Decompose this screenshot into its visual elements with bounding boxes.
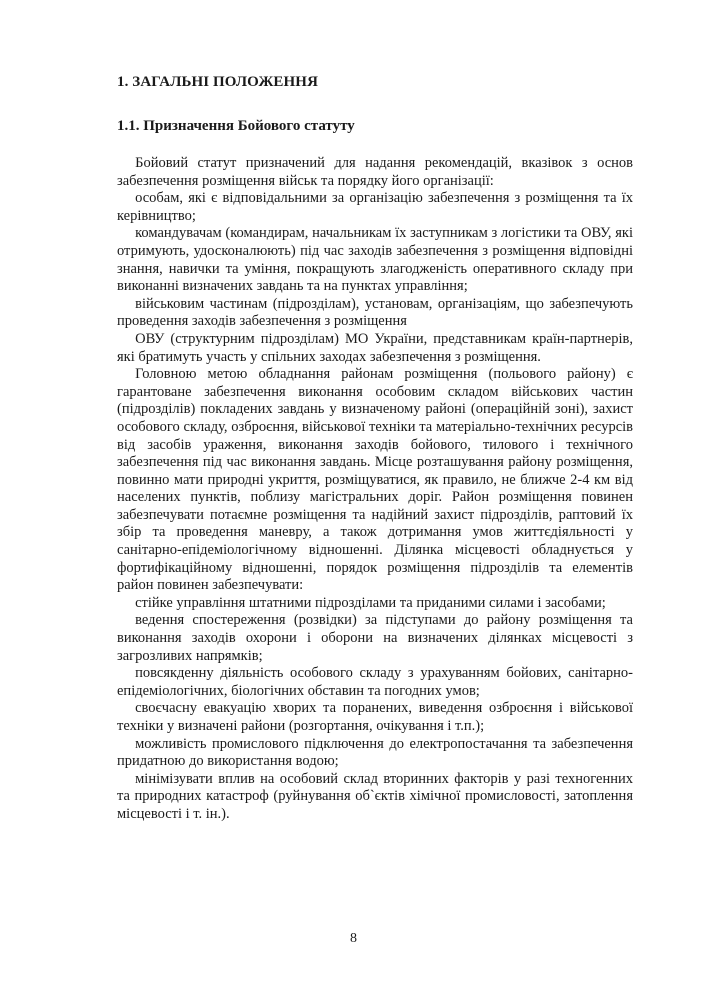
page-number: 8	[350, 931, 357, 946]
body-text	[117, 155, 633, 824]
paragraph: Головною метою обладнання районам розміщення (польового району) є гарантоване забезпечення виконання особовим складом військових частин (підрозділів) покладених завдань у визначеному районі (операційній зоні), захист особового складу, озброєння, військової техніки та матеріально-технічних ресурсів від засобів ураження, виконання заходів бойового, тилового і технічного забезпечення під час виконання завдань. Місце розташування району розміщення, повинно мати природні укриття, розміщуватися, як правило, не ближче 2-4 км від населених пунктів, поблизу магістральних доріг. Район розміщення повинен забезпечувати потаємне розміщення та надійний захист підрозділів, раптовий їх збір та проведення маневру, а також дотримання умов життєдіяльності у санітарно-епідеміологічному відношенні. Ділянка місцевості обладнується у фортифікаційному відношенні, порядок розміщення підрозділів та елементів район повинен забезпечувати:	[117, 366, 633, 594]
paragraph: повсякденну діяльність особового складу з урахуванням бойових, санітарно-епідеміологічних, біологічних обставин та погодних умов;	[117, 665, 633, 699]
paragraph: мінімізувати вплив на особовий склад вторинних факторів у разі техногенних та природних катастроф (руйнування об`єктів хімічної промисловості, затоплення місцевості і т. ін.).	[117, 770, 633, 822]
section-heading: 1. ЗАГАЛЬНІ ПОЛОЖЕННЯ	[117, 74, 319, 90]
paragraph: ведення спостереження (розвідки) за підступами до району розміщення та виконання заходів охорони і оборони на визначених ділянках місцевості з загрозливих напрямків;	[117, 612, 633, 664]
paragraph: командувачам (командирам, начальникам їх заступникам з логістики та ОВУ, які отримують, удосконалюють) під час заходів забезпечення з розміщення відповідні знання, навички та уміння, покращують злагодженість оперативного складу при виконанні визначених завдань та на пунктах управління;	[117, 225, 633, 295]
paragraph: стійке управління штатними підрозділами та приданими силами і засобами;	[135, 594, 606, 611]
paragraph: Бойовий статут призначений для надання рекомендацій, вказівок з основ забезпечення розміщення військ та порядку його організації:	[117, 155, 633, 189]
paragraph: особам, які є відповідальними за організацію забезпечення з розміщення та їх керівництво;	[117, 190, 633, 224]
paragraph: можливість промислового підключення до електропостачання та забезпечення придатною до використання водою;	[117, 735, 633, 770]
paragraph: військовим частинам (підрозділам), установам, організаціям, що забезпечують проведення заходів забезпечення з розміщення	[117, 295, 633, 330]
subsection-heading: 1.1. Призначення Бойового статуту	[117, 118, 355, 134]
paragraph: ОВУ (структурним підрозділам) МО України, представникам країн-партнерів, які братимуть участь у спільних заходах забезпечення з розміщення.	[117, 330, 633, 365]
paragraph: своєчасну евакуацію хворих та поранених, виведення озброєння і військової техніки у визначені райони (розгортання, очікування і т.п.);	[117, 700, 633, 734]
